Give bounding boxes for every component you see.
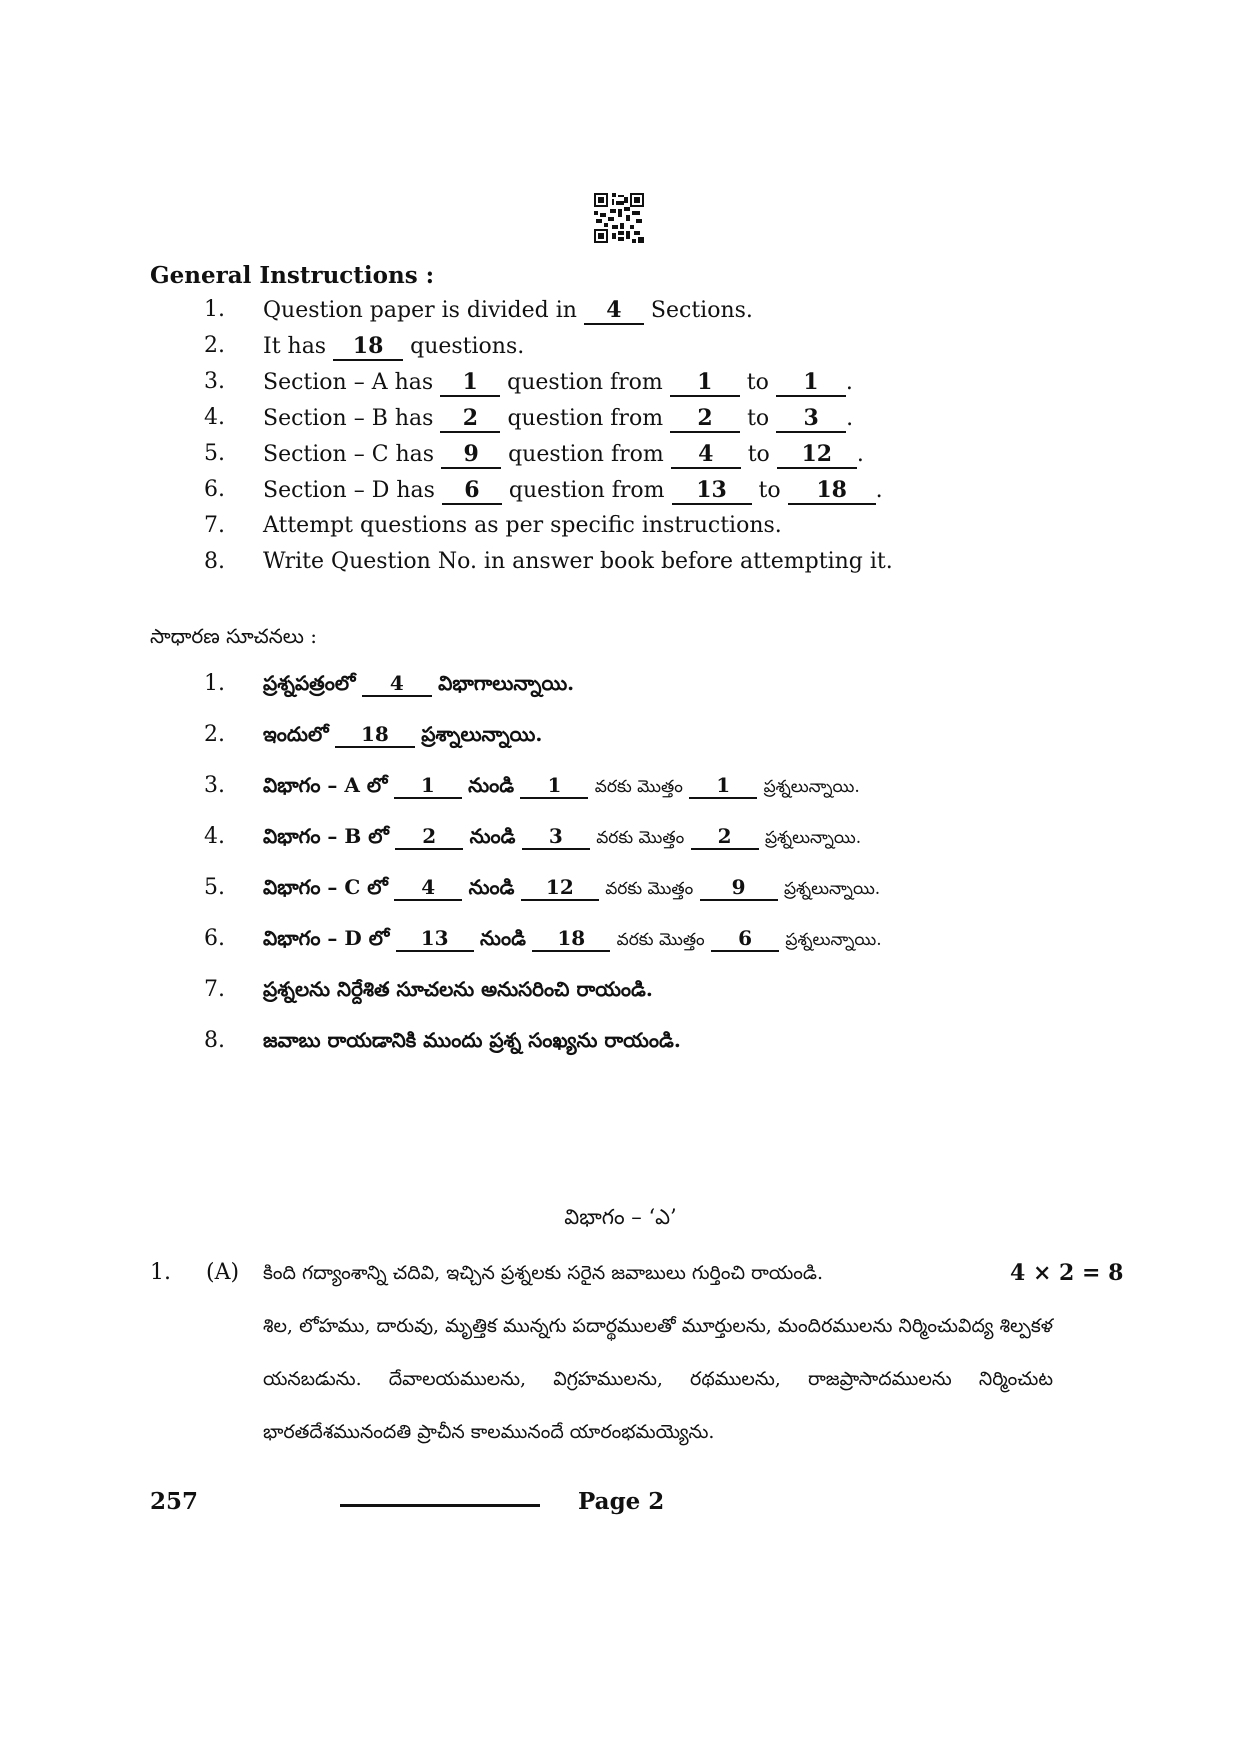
item-text: . — [846, 406, 854, 431]
page-number: Page 2 — [578, 1488, 665, 1515]
item-text: ప్రశ్నలున్నాయి. — [763, 777, 860, 797]
item-text: ప్రశ్నలున్నాయి. — [783, 879, 881, 899]
item-text: . — [856, 442, 864, 467]
item-text: question from — [508, 442, 664, 467]
item-text: జవాబు రాయడానికి ముందు ప్రశ్న సంఖ్యను రాయండి. — [263, 1028, 681, 1052]
filled-blank: 1 — [670, 369, 740, 397]
qr-code — [594, 193, 644, 243]
filled-blank: 4 — [394, 875, 462, 901]
item-number: 4. — [204, 824, 225, 849]
item-text: విభాగం – D లో — [263, 926, 390, 950]
item-text: question from — [507, 370, 663, 395]
filled-blank: 12 — [777, 441, 857, 469]
item-text: to — [746, 370, 769, 395]
item-text: Question paper is divided in — [263, 298, 577, 323]
item-text: questions. — [410, 334, 525, 359]
filled-blank: 1 — [440, 369, 500, 397]
item-text: . — [845, 370, 853, 395]
item-number: 4. — [204, 405, 225, 430]
filled-blank: 1 — [776, 369, 846, 397]
item-text: ప్రశ్నలున్నాయి. — [785, 930, 882, 950]
item-number: 7. — [204, 977, 225, 1002]
item-text: ప్రశ్నాలున్నాయి. — [421, 722, 543, 746]
item-text: వరకు మొత్తం — [596, 828, 685, 848]
filled-blank: 13 — [672, 477, 752, 505]
filled-blank: 1 — [689, 773, 757, 799]
item-text: Section – C has — [263, 442, 435, 467]
general-instructions-heading: General Instructions : — [150, 262, 435, 289]
filled-blank: 9 — [700, 875, 778, 901]
filled-blank: 18 — [532, 926, 610, 952]
item-text: question from — [507, 406, 664, 431]
reading-passage: శిల, లోహము, దారువు, మృత్తిక మున్నగు పదార్థములతో మూర్తులను, మందిరములను నిర్మించువిద్య శిల్పకళ యనబడును. దేవాలయములను, విగ్రహములను, రథములను, రాజప్రాసాదములను నిర్మించుట భారతదేశమునందతి ప్రాచీన కాలమునందే యారంభమయ్యెను. — [263, 1315, 1053, 1443]
item-text: Section – D has — [263, 478, 435, 503]
item-text: వరకు మొత్తం — [616, 930, 705, 950]
item-text: to — [747, 406, 770, 431]
question-part: (A) — [206, 1260, 240, 1285]
filled-blank: 6 — [442, 477, 502, 505]
item-number: 1. — [204, 297, 225, 322]
filled-blank: 4 — [362, 671, 432, 697]
filled-blank: 12 — [521, 875, 599, 901]
item-text: Sections. — [650, 298, 753, 323]
question-marks: 4 × 2 = 8 — [1010, 1260, 1124, 1286]
item-text: . — [875, 478, 883, 503]
item-number: 8. — [204, 1028, 225, 1053]
item-text: Attempt questions as per specific instructions. — [263, 513, 782, 538]
item-text: to — [747, 442, 770, 467]
telugu-instructions-heading: సాధారణ సూచనలు : — [150, 624, 317, 648]
filled-blank: 6 — [711, 926, 779, 952]
filled-blank: 2 — [395, 824, 463, 850]
question-prompt: కింది గద్యాంశాన్ని చదివి, ఇచ్చిన ప్రశ్నలకు సరైన జవాబులు గుర్తించి రాయండి. — [263, 1262, 824, 1284]
item-text: విభాగం – C లో — [263, 875, 388, 899]
item-text: నుండి — [468, 875, 515, 899]
filled-blank: 1 — [394, 773, 462, 799]
item-text: ప్రశ్నలున్నాయి. — [764, 828, 862, 848]
item-text: నుండి — [480, 926, 526, 950]
item-text: వరకు మొత్తం — [594, 777, 683, 797]
filled-blank: 2 — [670, 405, 740, 433]
filled-blank: 1 — [520, 773, 588, 799]
item-text: నుండి — [468, 773, 515, 797]
item-number: 6. — [204, 477, 225, 502]
section-title: విభాగం – ‘ఎ’ — [564, 1205, 677, 1229]
item-text: వరకు మొత్తం — [605, 879, 694, 899]
item-text: Section – B has — [263, 406, 434, 431]
item-number: 6. — [204, 926, 225, 951]
item-number: 8. — [204, 549, 225, 574]
item-text: Section – A has — [263, 370, 434, 395]
item-text: ఇందులో — [263, 722, 329, 746]
item-text: విభాగం – B లో — [263, 824, 389, 848]
item-text: విభాగం – A లో — [263, 773, 388, 797]
footer-divider — [340, 1504, 540, 1507]
item-number: 3. — [204, 773, 225, 798]
filled-blank: 2 — [691, 824, 759, 850]
item-number: 2. — [204, 722, 225, 747]
filled-blank: 3 — [776, 405, 846, 433]
item-text: Write Question No. in answer book before attempting it. — [263, 549, 893, 574]
filled-blank: 18 — [333, 333, 403, 361]
filled-blank: 4 — [584, 297, 644, 325]
item-number: 5. — [204, 441, 225, 466]
item-number: 5. — [204, 875, 225, 900]
filled-blank: 13 — [396, 926, 474, 952]
item-text: ప్రశ్నపత్రంలో — [263, 671, 356, 695]
filled-blank: 3 — [522, 824, 590, 850]
paper-code: 257 — [150, 1488, 199, 1515]
item-number: 7. — [204, 513, 225, 538]
item-number: 3. — [204, 369, 225, 394]
filled-blank: 4 — [671, 441, 741, 469]
filled-blank: 9 — [441, 441, 501, 469]
item-text: It has — [263, 334, 327, 359]
item-text: విభాగాలున్నాయి. — [438, 671, 575, 695]
item-text: ప్రశ్నలను నిర్దేశిత సూచలను అనుసరించి రాయండి. — [263, 977, 653, 1001]
filled-blank: 18 — [788, 477, 876, 505]
item-text: నుండి — [469, 824, 516, 848]
filled-blank: 18 — [335, 722, 415, 748]
item-text: question from — [508, 478, 665, 503]
item-text: to — [758, 478, 781, 503]
item-number: 1. — [204, 671, 225, 696]
item-number: 2. — [204, 333, 225, 358]
filled-blank: 2 — [440, 405, 500, 433]
question-number: 1. — [150, 1260, 171, 1285]
